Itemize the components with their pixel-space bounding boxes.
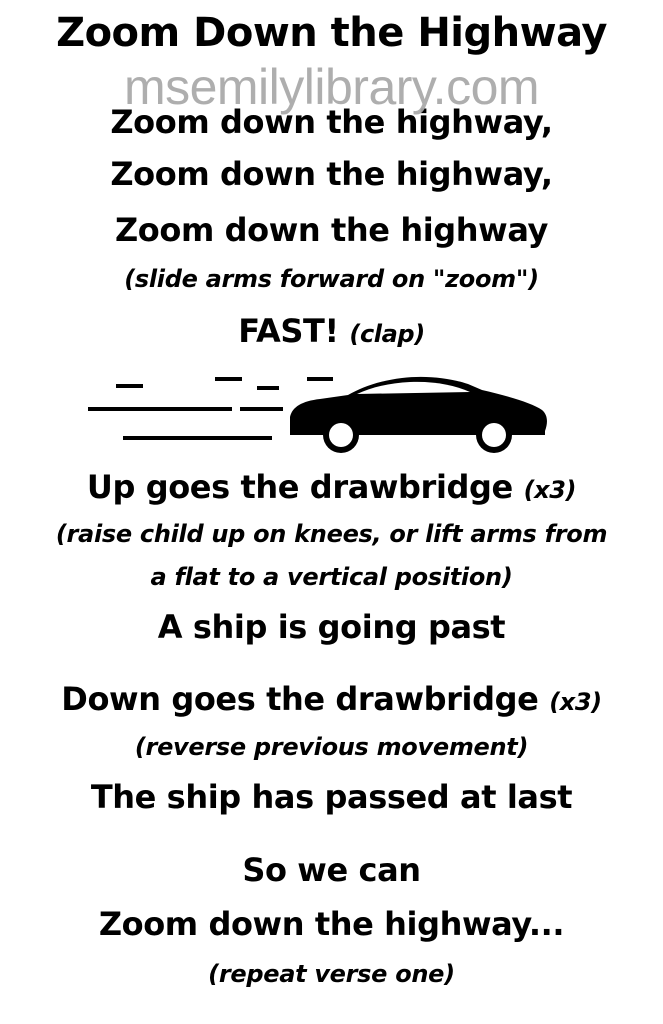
drawbridge-down-instruction: (reverse previous movement) [134, 733, 529, 761]
ending-line2: Zoom down the highway... [98, 905, 565, 943]
fast-text: FAST! [238, 312, 339, 350]
ending-instruction: (repeat verse one) [208, 960, 455, 988]
car-icon [80, 365, 560, 460]
ending-line1: So we can [242, 851, 421, 889]
verse1-line3: Zoom down the highway [114, 211, 549, 249]
drawbridge-up-instruction-2: a flat to a vertical position) [150, 563, 513, 591]
drawbridge-down-repeat: (x3) [549, 688, 602, 716]
drawbridge-up-instruction-1: (raise child up on knees, or lift arms from [55, 520, 608, 548]
drawbridge-up-text: Up goes the drawbridge [86, 468, 513, 506]
page-title: Zoom Down the Highway [56, 10, 607, 56]
drawbridge-up-repeat: (x3) [523, 476, 577, 504]
verse1-line2: Zoom down the highway, [110, 155, 553, 193]
clap-instruction: (clap) [349, 320, 425, 348]
verse1-instruction: (slide arms forward on "zoom") [124, 265, 539, 293]
car-body-icon [290, 377, 547, 453]
ship-going-past-line: A ship is going past [157, 608, 506, 646]
ship-passed-line: The ship has passed at last [90, 778, 573, 816]
watermark: msemilylibrary.com [123, 59, 540, 115]
fast-line [0, 312, 663, 350]
drawbridge-down-text: Down goes the drawbridge [61, 680, 539, 718]
drawbridge-down-line [0, 680, 663, 718]
drawbridge-up-line [0, 468, 663, 506]
verse1-line1: Zoom down the highway, [110, 103, 553, 141]
